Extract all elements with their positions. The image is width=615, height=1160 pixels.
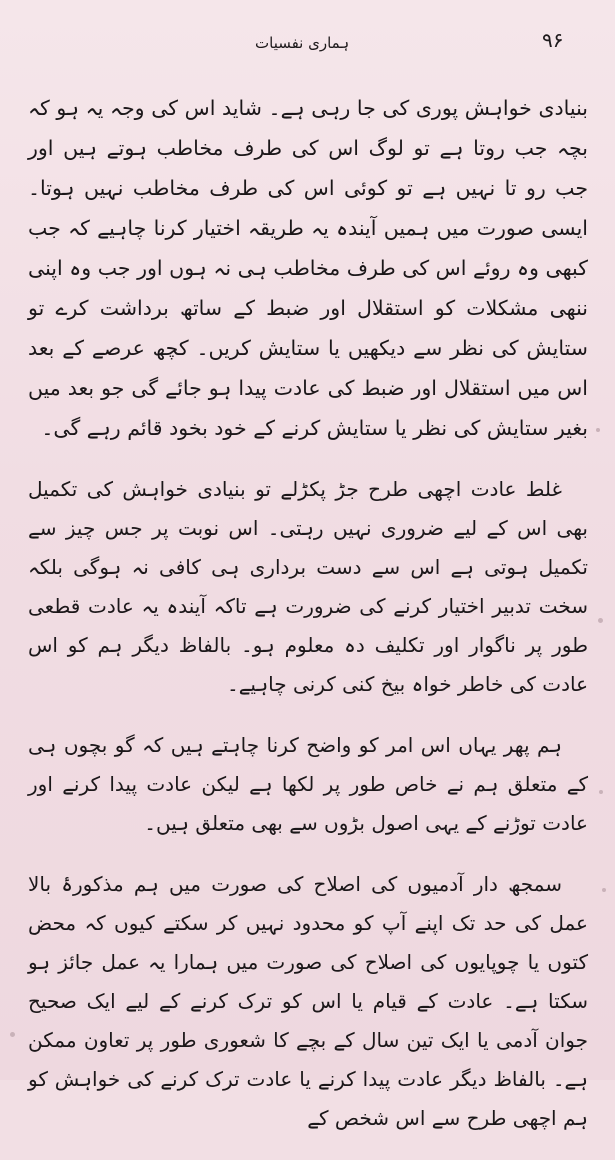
page-header <box>0 28 615 58</box>
running-title: ہماری نفسیات <box>255 34 350 52</box>
paper-speck <box>602 888 606 892</box>
paper-speck <box>10 1032 15 1037</box>
paper-speck <box>596 428 600 432</box>
paper-speck <box>599 790 603 794</box>
paragraph-1: بنیادی خواہش پوری کی جا رہی ہے۔ شاید اس کی وجہ یہ ہو کہ بچہ جب روتا ہے تو لوگ اس کی طرف مخاطب ہوتے ہیں اور جب رو تا نہیں ہے تو کوئی اس کی طرف مخاطب نہیں ہوتا۔ ایسی صورت میں ہمیں آیندہ یہ طریقہ اختیار کرنا چاہیے کہ جب کبھی وہ روئے اس کی طرف مخاطب ہی نہ ہوں اور جب وہ اپنی ننھی مشکلات کو استقلال اور ضبط کے ساتھ برداشت کرے تو ستایش کی نظر سے دیکھیں یا ستایش کریں۔ کچھ عرصے کے بعد اس میں استقلال اور ضبط کی عادت پیدا ہو جائے گی جو بعد میں بغیر ستایش کی نظر یا ستایش کرنے کے خود بخود قائم رہے گی۔ <box>28 96 588 440</box>
paragraph-2: غلط عادت اچھی طرح جڑ پکڑلے تو بنیادی خواہش کی تکمیل بھی اس کے لیے ضروری نہیں رہتی۔ اس نوبت پر جس چیز سے تکمیل ہوتی ہے اس سے دست برداری ہی کافی نہ ہوگی بلکہ سخت تدبیر اختیار کرنے کی ضرورت ہے تاکہ آیندہ یہ عادت قطعی طور پر ناگوار اور تکلیف دہ معلوم ہو۔ بالفاظ دیگر ہم کو اس عادت کی خاطر خواہ بیخ کنی کرنی چاہیے۔ <box>28 477 588 696</box>
page-number: ۹۶ <box>542 28 564 52</box>
body-text <box>28 88 588 1160</box>
paragraph-4: سمجھ دار آدمیوں کی اصلاح کی صورت میں ہم مذکورۂ بالا عمل کی حد تک اپنے آپ کو محدود نہیں کر سکتے کیوں کہ محض کتوں یا چوپایوں کی اصلاح کی صورت میں ہمارا یہ عمل جائز ہو سکتا ہے۔ عادت کے قیام یا اس کو ترک کرنے کے لیے ایک صحیح جوان آدمی یا ایک تین سال کے بچے کا شعوری طور پر تعاون ممکن ہے۔ بالفاظ دیگر عادت پیدا کرنے یا عادت ترک کرنے کی خواہش کو ہم اچھی طرح سے اس شخص کے <box>28 872 588 1130</box>
paper-speck <box>598 618 603 623</box>
paragraph-3: ہم پھر یہاں اس امر کو واضح کرنا چاہتے ہیں کہ گو بچوں ہی کے متعلق ہم نے خاص طور پر لکھا ہے لیکن عادت پیدا کرنے اور عادت توڑنے کے یہی اصول بڑوں سے بھی متعلق ہیں۔ <box>28 733 588 835</box>
